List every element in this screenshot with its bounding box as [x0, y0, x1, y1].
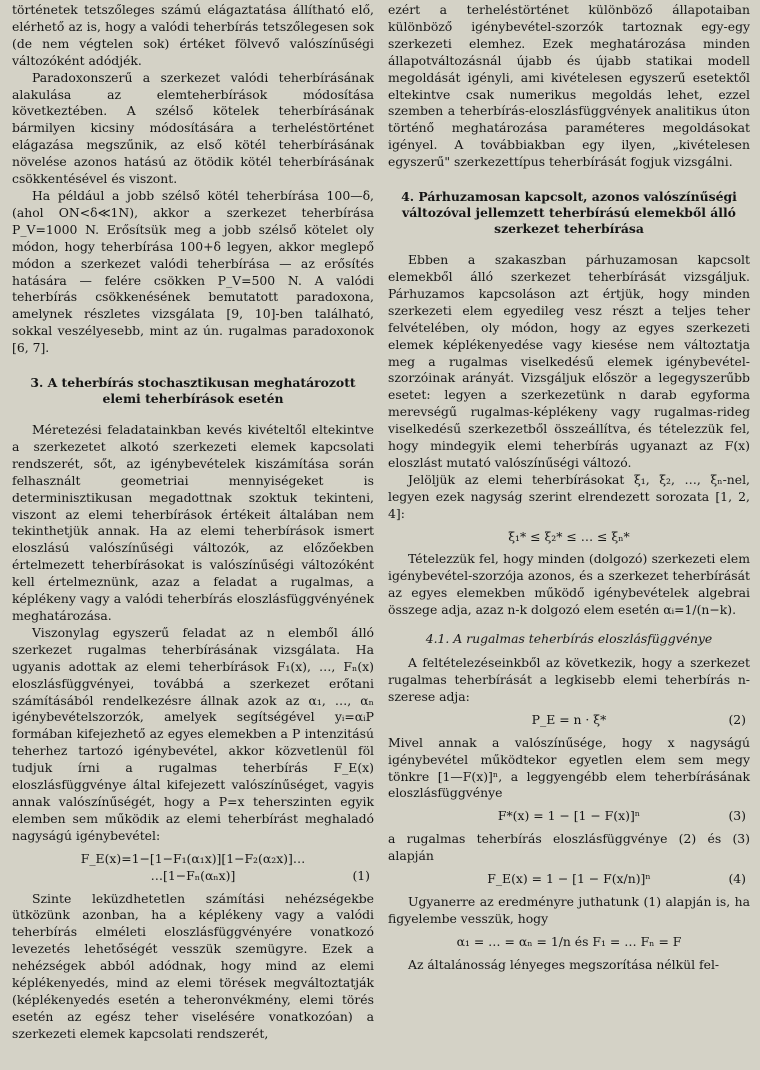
- paragraph: Viszonylag egyszerű feladat az n elemből álló szerkezet rugalmas teherbírásának vizsgálata. Ha ugyanis adottak az elemi teherbírások F₁(x), …, Fₙ(x) eloszlásfüggvényei, továbbá a szerkezet erőtani számításából rendelkezésre állnak azok az α₁, …, αₙ igénybevételszorzók, amelyek segítségével yᵢ=αᵢP formában kifejezhető az egyes elemekben a P intenzitású teherhez tartozó igénybevétel, akkor közvetlenül föl tudjuk írni a rugalmas teherbírás F_E(x) eloszlásfüggvénye által kifejezett valószínűséget, vagyis annak valószínűségét, hogy a P=x teherszinten egyik elemben sem működik az elemi teherbírást meghaladó nagyságú igénybevétel:: [12, 624, 374, 843]
- paragraph: Mivel annak a valószínűsége, hogy x nagyságú igénybevétel működtekor egyetlen elem sem megy tönkre [1—F(x)]ⁿ, a leggyengébb elem teherbírásának eloszlásfüggvénye: [388, 734, 750, 801]
- paragraph: Szinte leküzdhetetlen számítási nehézségekbe ütközünk azonban, ha a képlékeny vagy a valódi teherbírás elméleti eloszlásfüggvényére vonatkozó levezetés lehetőségét vesszük szemügyre. Ezek a nehézségek abból adódnak, hogy mind az elemi képlékenyedés, mind az elemi törések megváltoztatják (képlékenyedés esetén a teheronvékmény, elemi törés esetén az egész teher viselésére vonatkozóan) a szerkezeti elemek kapcsolati rendszerét,: [12, 890, 374, 1041]
- paragraph: Ebben a szakaszban párhuzamosan kapcsolt elemekből álló szerkezet teherbírását vizsgáljuk. Párhuzamos kapcsoláson azt értjük, hogy minden szerkezeti elem egyedileg vesz részt a teljes teher felvételében, oly módon, hogy az egyes szerkezeti elemek képlékenyedése vagy kiesése nem változtatja meg a rugalmas viselkedésű elemek igénybevétel-szorzóinak arányát. Vizsgáljuk először a legegyszerűbb esetet: legyen a szerkezetünk n darab egyforma merevségű rugalmas-képlékeny vagy rugalmas-rideg viselkedésű szerkezetből összeállítva, és tételezzük fel, hogy mindegyik elemi teherbírás ugyanazt az F(x) eloszlást mutató valószínűségi változó.: [388, 252, 750, 470]
- equation-number: (2): [728, 711, 746, 727]
- equation-order: [388, 529, 750, 546]
- left-column: [12, 2, 374, 1043]
- equation-line: F_E(x) = 1 − [1 − F(x/n)]ⁿ: [487, 871, 651, 887]
- paragraph: Paradoxonszerű a szerkezet valódi teherbírásának alakulása az elemteherbírások módosítása következtében. A szélső kötelek teherbírásának bármilyen kicsiny módosítására a terheléstörténet elágazása megszűnik, az első kötél teherbírásának növelése azonos hatású az ötödik kötél teherbírásának csökkentésével és viszont.: [12, 69, 374, 187]
- section-heading-4: 4. Párhuzamosan kapcsolt, azonos valószínűségi változóval jellemzett teherbírású elemekből álló szerkezet teherbírása: [401, 189, 737, 237]
- paragraph: történetek tetszőleges számú elágaztatása állítható elő, elérhető az is, hogy a valódi teherbírás tetszőlegesen sok (de nem végtelen sok) értéket fölvevő valószínűségi változóként adódjék.: [12, 2, 374, 68]
- paragraph: Ugyanerre az eredményre juthatunk (1) alapján is, ha figyelembe vesszük, hogy: [388, 893, 750, 926]
- equation-number: (3): [728, 808, 746, 824]
- equation-number: (1): [352, 867, 370, 883]
- equation-line: F*(x) = 1 − [1 − F(x)]ⁿ: [497, 808, 641, 824]
- section-heading-3: 3. A teherbírás stochasztikusan meghatározott elemi teherbírások esetén: [30, 375, 356, 407]
- equation-4: [388, 871, 750, 888]
- equation-line: …[1−Fₙ(αₙx)]: [150, 867, 236, 883]
- right-column: [388, 2, 750, 974]
- paragraph: Tételezzük fel, hogy minden (dolgozó) szerkezeti elem igénybevétel-szorzója azonos, és a szerkezet teherbírását az egyes elemekben működő igénybevételek algebrai összege adja, azaz n-k dolgozó elem esetén αᵢ=1/(n−k).: [388, 551, 750, 618]
- paragraph: Jelöljük az elemi teherbírásokat ξ₁, ξ₂, …, ξₙ-nel, legyen ezek nagyság szerint elrendezett sorozata [1, 2, 4]:: [388, 471, 750, 521]
- paragraph: Méretezési feladatainkban kevés kivételtől eltekintve a szerkezetet alkotó szerkezeti elemek kapcsolati rendszerét, sőt, az igénybevételek kiszámítása során felhasznált geometriai mennyiségeket is determinisztikusan megadottnak szoktuk tekinteni, viszont az elemi teherbírások értékeit általában nem tekinthetjük annak. Ha az elemi teherbírások ismert eloszlású valószínűségi változók, az előzőekben értelmezett teherbírásokat is valószínűségi változóként kell értelmeznünk, azaz a feladat a rugalmas, a képlékeny vagy a valódi teherbírás eloszlásfüggvényének meghatározása.: [12, 422, 374, 623]
- equation-line: ξ₁* ≤ ξ₂* ≤ … ≤ ξₙ*: [508, 528, 630, 544]
- paragraph: a rugalmas teherbírás eloszlásfüggvénye (2) és (3) alapján: [388, 831, 750, 864]
- paragraph: Ha például a jobb szélső kötél teherbírása 100—δ, (ahol ON<δ≪1N), akkor a szerkezet teherbírása P_V=1000 N. Erősítsük meg a jobb szélső kötelet oly módon, hogy teherbírása 100+δ legyen, akkor meglepő módon a szerkezet valódi teherbírása — az erősítés hatására — felére csökken P_V=500 N. A valódi teherbírás csökkenésének bemutatott paradoxona, amelynek részletes vizsgálata [9, 10]-ben található, sokkal veszélyesebb, mint az ún. rugalmas paradoxonok [6, 7].: [12, 187, 374, 356]
- paragraph: Az általánosság lényeges megszorítása nélkül fel-: [408, 956, 720, 972]
- equation-3: [388, 808, 750, 825]
- paragraph: A feltételezéseinkből az következik, hogy a szerkezet rugalmas teherbírását a legkisebb elemi teherbírás n-szerese adja:: [388, 655, 750, 704]
- subsection-heading: 4.1. A rugalmas teherbírás eloszlásfüggvénye: [425, 631, 713, 647]
- equation-line: α₁ = … = αₙ = 1/n és F₁ = … Fₙ = F: [456, 933, 682, 949]
- equation-line: F_E(x)=1−[1−F₁(α₁x)][1−F₂(α₂x)]…: [80, 850, 306, 866]
- equation-number: (4): [728, 871, 746, 887]
- equation-line: P_E = n · ξ*: [531, 711, 607, 727]
- paragraph: ezért a terheléstörténet különböző állapotaiban különböző igénybevétel-szorzók tartoznak egy-egy szerkezeti elemhez. Ezek meghatározása minden állapotváltozásnál újabb és újabb statikai modell megoldását igényli, ami kivételesen egyszerű esetektől eltekintve csak numerikus megoldás lehet, ezzel szemben a teherbírás-eloszlásfüggvények analitikus úton történő meghatározása paraméteres megoldásokat igényel. A továbbiakban egy ilyen, „kivételesen egyszerű" szerkezettípus teherbírását fogjuk vizsgálni.: [388, 2, 750, 170]
- equation-2: [388, 712, 750, 729]
- equation-5: [388, 934, 750, 951]
- equation-1: [12, 851, 374, 885]
